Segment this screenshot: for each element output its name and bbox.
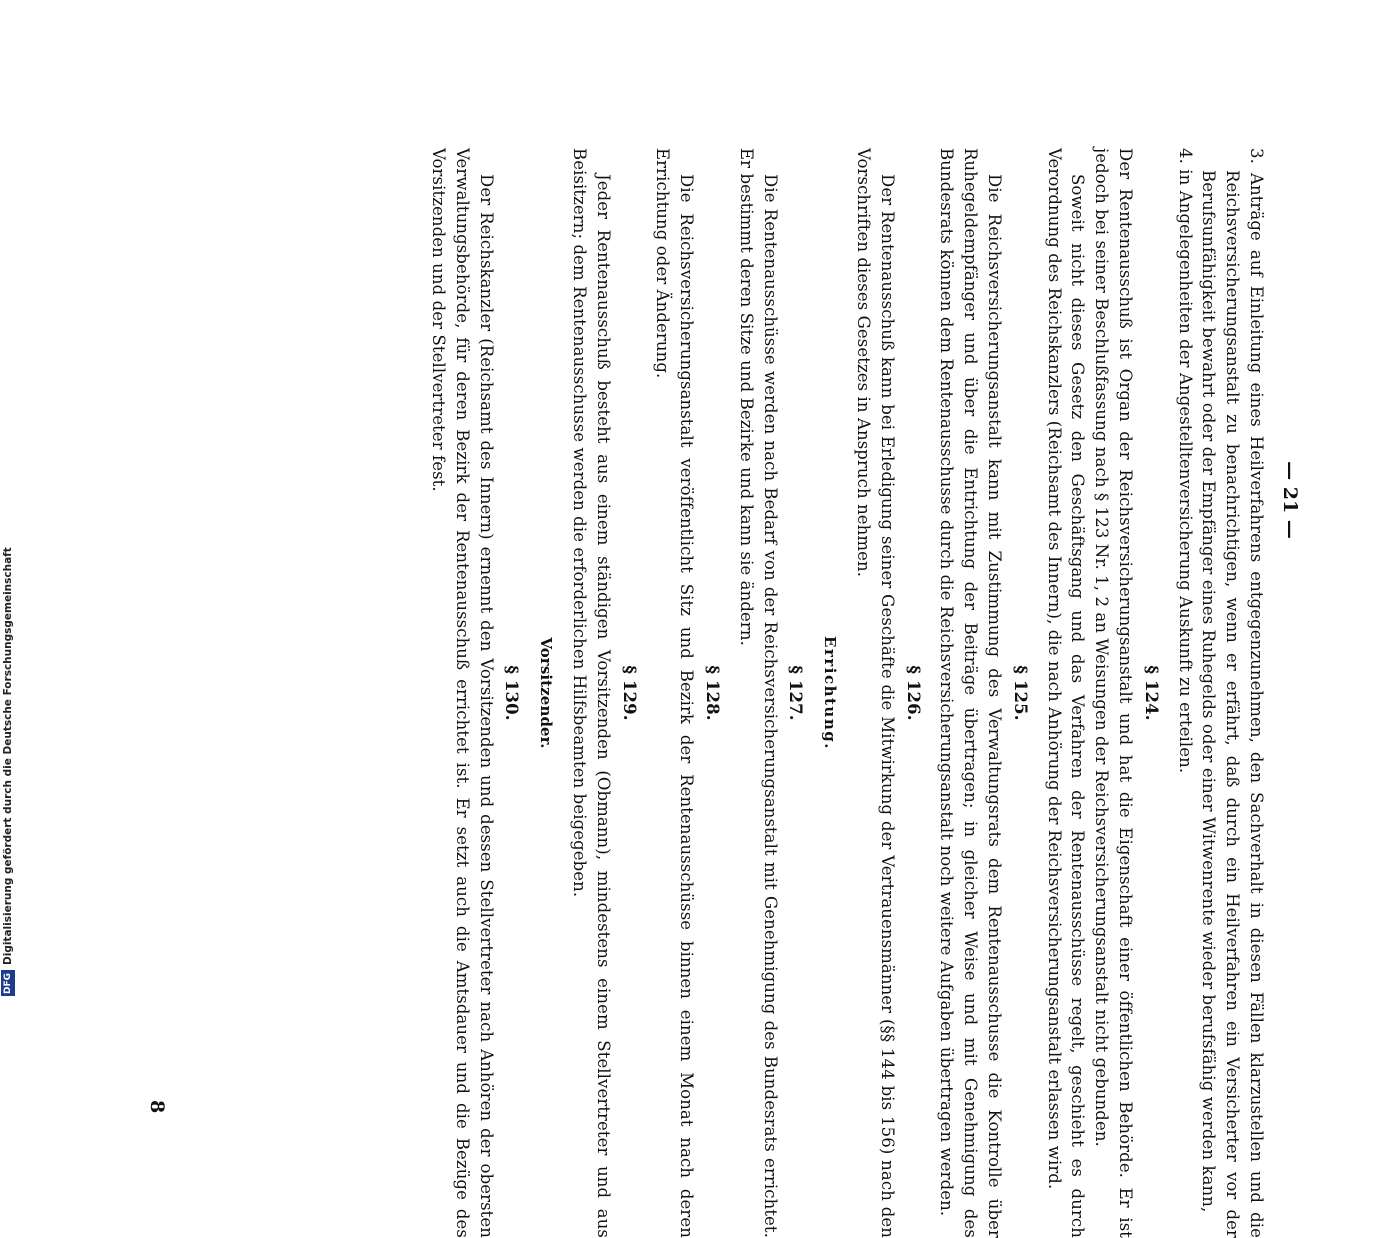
section-125-number: § 125. — [1010, 665, 1030, 721]
section-130-para-1: Der Reichskanzler (Reichsamt des Innern) ernennt den Vorsitzenden und dessen Stellvertreter nach Anhören der obersten Verwaltungsbehörde, für deren Bezirk der Rentenausschuß errichtet ist. Er setzt auch die Amtsdauer und die Bezüge des Vorsitzenden und der Stellvertreter fest. — [429, 148, 496, 1238]
section-127-heading: Errichtung. — [821, 636, 840, 750]
section-124-number: § 124. — [1141, 665, 1161, 721]
list-item-3: 3. Anträge auf Einleitung eines Heilverfahrens entgegenzunehmen, den Sachverhalt in diesen Fällen klarzustellen und die Reichsversicherungsanstalt zu benachrichtigen, wenn er erfährt, daß durch ein Heilverfahren ein Versicherter vor der Berufsunfähigkeit bewahrt oder der Empfänger eines Ruhegelds oder einer Witwenrente wieder berufsfähig werden kann, — [1199, 148, 1266, 1238]
dfg-logo: DFG — [1, 970, 15, 996]
section-124-para-1: Der Rentenausschuß ist Organ der Reichsversicherungsanstalt und hat die Eigenschaft einer öffentlichen Behörde. Er ist jedoch bei seiner Beschlußfassung nach § 123 Nr. 1, 2 an Weisungen der Reichsversicherungsanstalt nicht gebunden. — [1092, 148, 1136, 1238]
section-128-para-1: Die Reichsversicherungsanstalt veröffentlicht Sitz und Bezirk der Rentenausschüsse binnen einem Monat nach deren Errichtung oder Änderung. — [653, 148, 697, 1238]
list-item-4: 4. in Angelegenheiten der Angestelltenversicherung Auskunft zu erteilen. — [1175, 148, 1195, 774]
section-130-number: § 130. — [502, 665, 522, 721]
section-126-number: § 126. — [903, 665, 923, 721]
digitization-credit: Digitalisierung gefördert durch die Deutsche Forschungsgemeinschaft — [2, 547, 14, 965]
page-number: — 21 — — [1279, 461, 1301, 539]
section-127-number: § 127. — [786, 665, 806, 721]
section-125-para-1: Die Reichsversicherungsanstalt kann mit Zustimmung des Verwaltungsrats dem Rentenausschusse die Kontrolle über Ruhegeldempfänger und über die Entrichtung der Beiträge übertragen; in gleicher Weise und mit Genehmigung des Bundesrats können dem Rentenausschusse durch die Reichsversicherungsanstalt noch weitere Aufgaben übertragen werden. — [937, 148, 1005, 1238]
section-127-para-1: Die Rentenausschüsse werden nach Bedarf von der Reichsversicherungsanstalt mit Genehmigung des Bundesrats errichtet. Er bestimmt deren Sitze und Bezirke und kann sie ändern. — [736, 148, 780, 1238]
section-124-para-2: Soweit nicht dieses Gesetz den Geschäftsgang und das Verfahren der Rentenausschüsse regelt, geschieht es durch Verordnung des Reichskanzlers (Reichsamt des Innern), die nach Anhörung der Reichsversicherungsanstalt erlassen wird. — [1044, 148, 1088, 1238]
signature-mark: 8 — [146, 1100, 168, 1114]
section-130-heading: Vorsitzender. — [537, 637, 556, 749]
page-body — [426, 148, 1268, 1238]
section-129-para-1: Jeder Rentenausschuß besteht aus einem ständigen Vorsitzenden (Obmann), mindestens einem Stellvertreter und aus Beisitzern; dem Rentenausschusse werden die erforderlichen Hilfsbeamten beigegeben. — [570, 148, 613, 1238]
section-129-number: § 129. — [619, 665, 639, 721]
section-128-number: § 128. — [703, 665, 723, 721]
section-126-para-1: Der Rentenausschuß kann bei Erledigung seiner Geschäfte die Mitwirkung der Vertrauensmänner (§§ 144 bis 156) nach den Vorschriften dieses Gesetzes in Anspruch nehmen. — [854, 148, 897, 1238]
